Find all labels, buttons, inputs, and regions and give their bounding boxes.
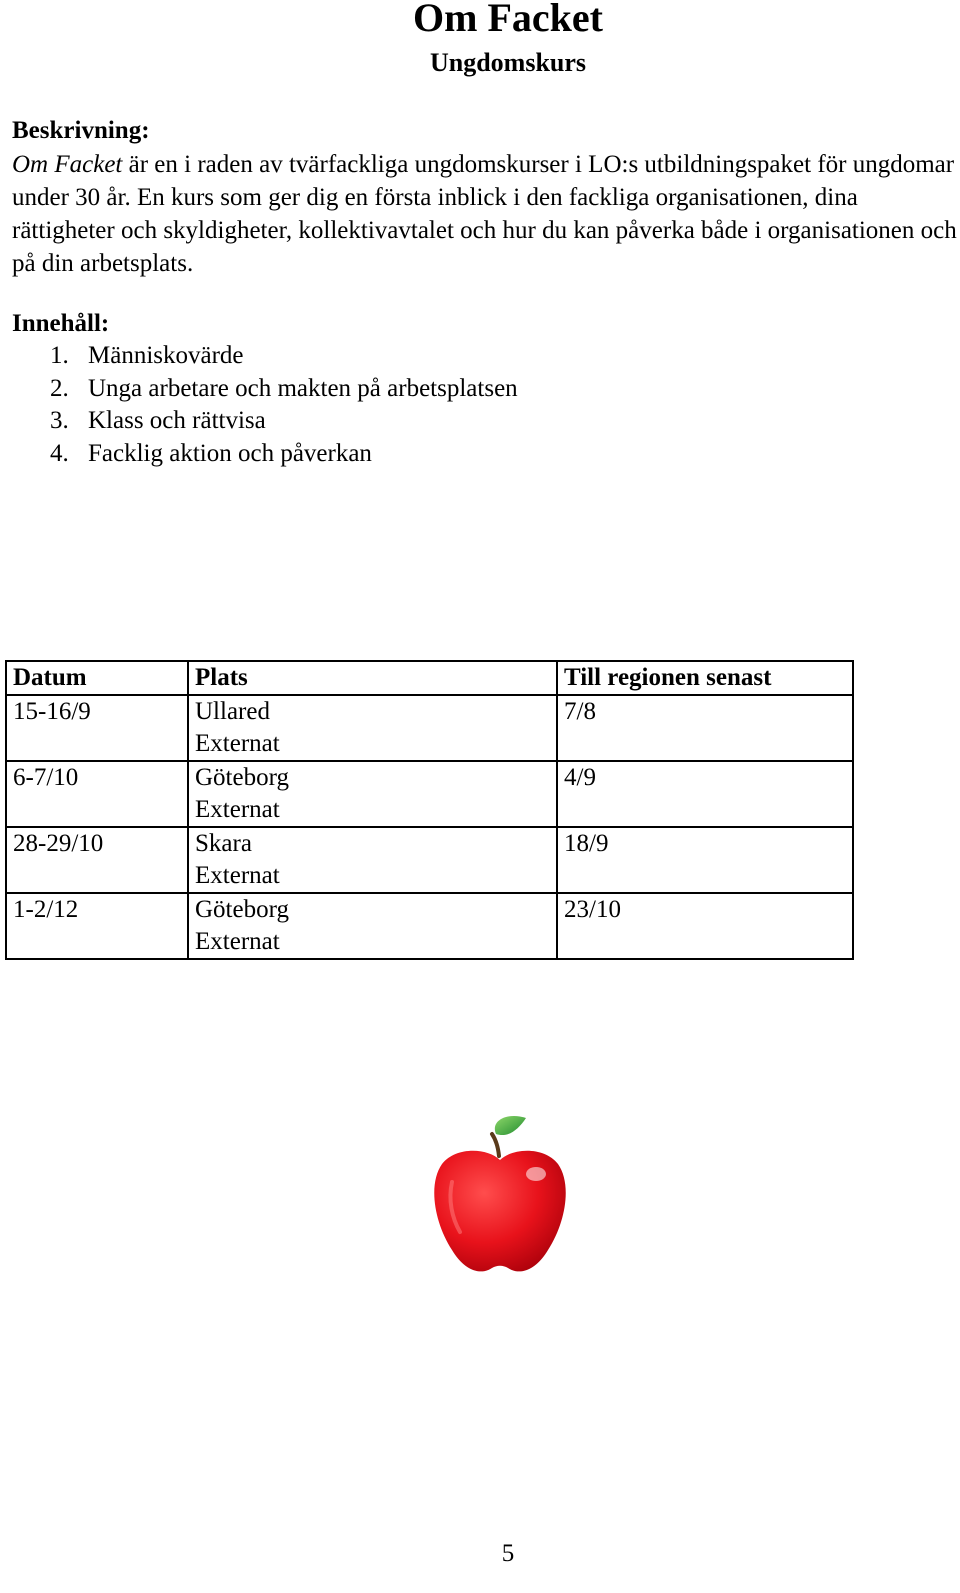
content-list xyxy=(50,340,518,470)
description-text xyxy=(12,148,957,280)
cell-plats-type: Externat xyxy=(195,730,280,757)
description-label: Beskrivning: xyxy=(12,117,150,144)
table-row xyxy=(6,695,853,761)
cell-senast: 18/9 xyxy=(557,827,853,893)
cell-plats-type: Externat xyxy=(195,796,280,823)
description-body: är en i raden av tvärfackliga ungdomskurser i LO:s utbildningspaket för ungdomar under 30 år. En kurs som ger dig en första inblick i den fackliga organisationen, dina rättigheter och skyldigheter, kollektivavtalet och hur du kan påverka både i organisationen och på din arbetsplats. xyxy=(12,151,957,277)
cell-datum: 1-2/12 xyxy=(6,893,188,959)
apple-stem xyxy=(492,1134,499,1156)
cell-plats-name: Göteborg xyxy=(195,764,289,791)
cell-senast: 23/10 xyxy=(557,893,853,959)
cell-plats-name: Skara xyxy=(195,830,252,857)
list-item xyxy=(50,405,518,438)
page-subtitle: Ungdomskurs xyxy=(429,48,587,77)
list-item-text: Människovärde xyxy=(88,342,244,369)
list-item-number: 2. xyxy=(50,374,69,402)
cell-datum: 28-29/10 xyxy=(6,827,188,893)
description-italic-lead: Om Facket xyxy=(12,151,123,178)
cell-datum: 15-16/9 xyxy=(6,695,188,761)
list-item-text: Unga arbetare och makten på arbetsplatsen xyxy=(88,374,518,402)
table-row xyxy=(6,893,853,959)
cell-plats xyxy=(188,893,557,959)
cell-plats xyxy=(188,761,557,827)
list-item-number: 1. xyxy=(50,342,69,369)
cell-plats xyxy=(188,827,557,893)
cell-plats-name: Göteborg xyxy=(195,896,289,923)
apple-highlight xyxy=(526,1167,546,1181)
cell-plats-name: Ullared xyxy=(195,698,270,725)
table-row xyxy=(6,761,853,827)
apple-icon xyxy=(430,1112,570,1276)
header-till-regionen: Till regionen senast xyxy=(557,661,853,695)
schedule-table xyxy=(5,660,854,960)
page-number: 5 xyxy=(501,1540,515,1567)
cell-plats-type: Externat xyxy=(195,928,280,955)
cell-plats-type: Externat xyxy=(195,862,280,889)
content-label: Innehåll: xyxy=(12,310,110,337)
list-item-text: Facklig aktion och påverkan xyxy=(88,439,372,467)
header-datum: Datum xyxy=(6,661,188,695)
page-title: Om Facket xyxy=(413,0,603,40)
apple-body xyxy=(434,1151,565,1272)
header-plats: Plats xyxy=(188,661,557,695)
list-item-number: 4. xyxy=(50,439,69,467)
list-item xyxy=(50,438,518,471)
apple-leaf xyxy=(495,1116,526,1135)
cell-plats xyxy=(188,695,557,761)
list-item-text: Klass och rättvisa xyxy=(88,407,266,434)
list-item-number: 3. xyxy=(50,407,69,434)
list-item xyxy=(50,373,518,406)
cell-senast: 4/9 xyxy=(557,761,853,827)
table-row xyxy=(6,827,853,893)
cell-senast: 7/8 xyxy=(557,695,853,761)
list-item xyxy=(50,340,518,373)
table-header-row xyxy=(6,661,853,695)
cell-datum: 6-7/10 xyxy=(6,761,188,827)
